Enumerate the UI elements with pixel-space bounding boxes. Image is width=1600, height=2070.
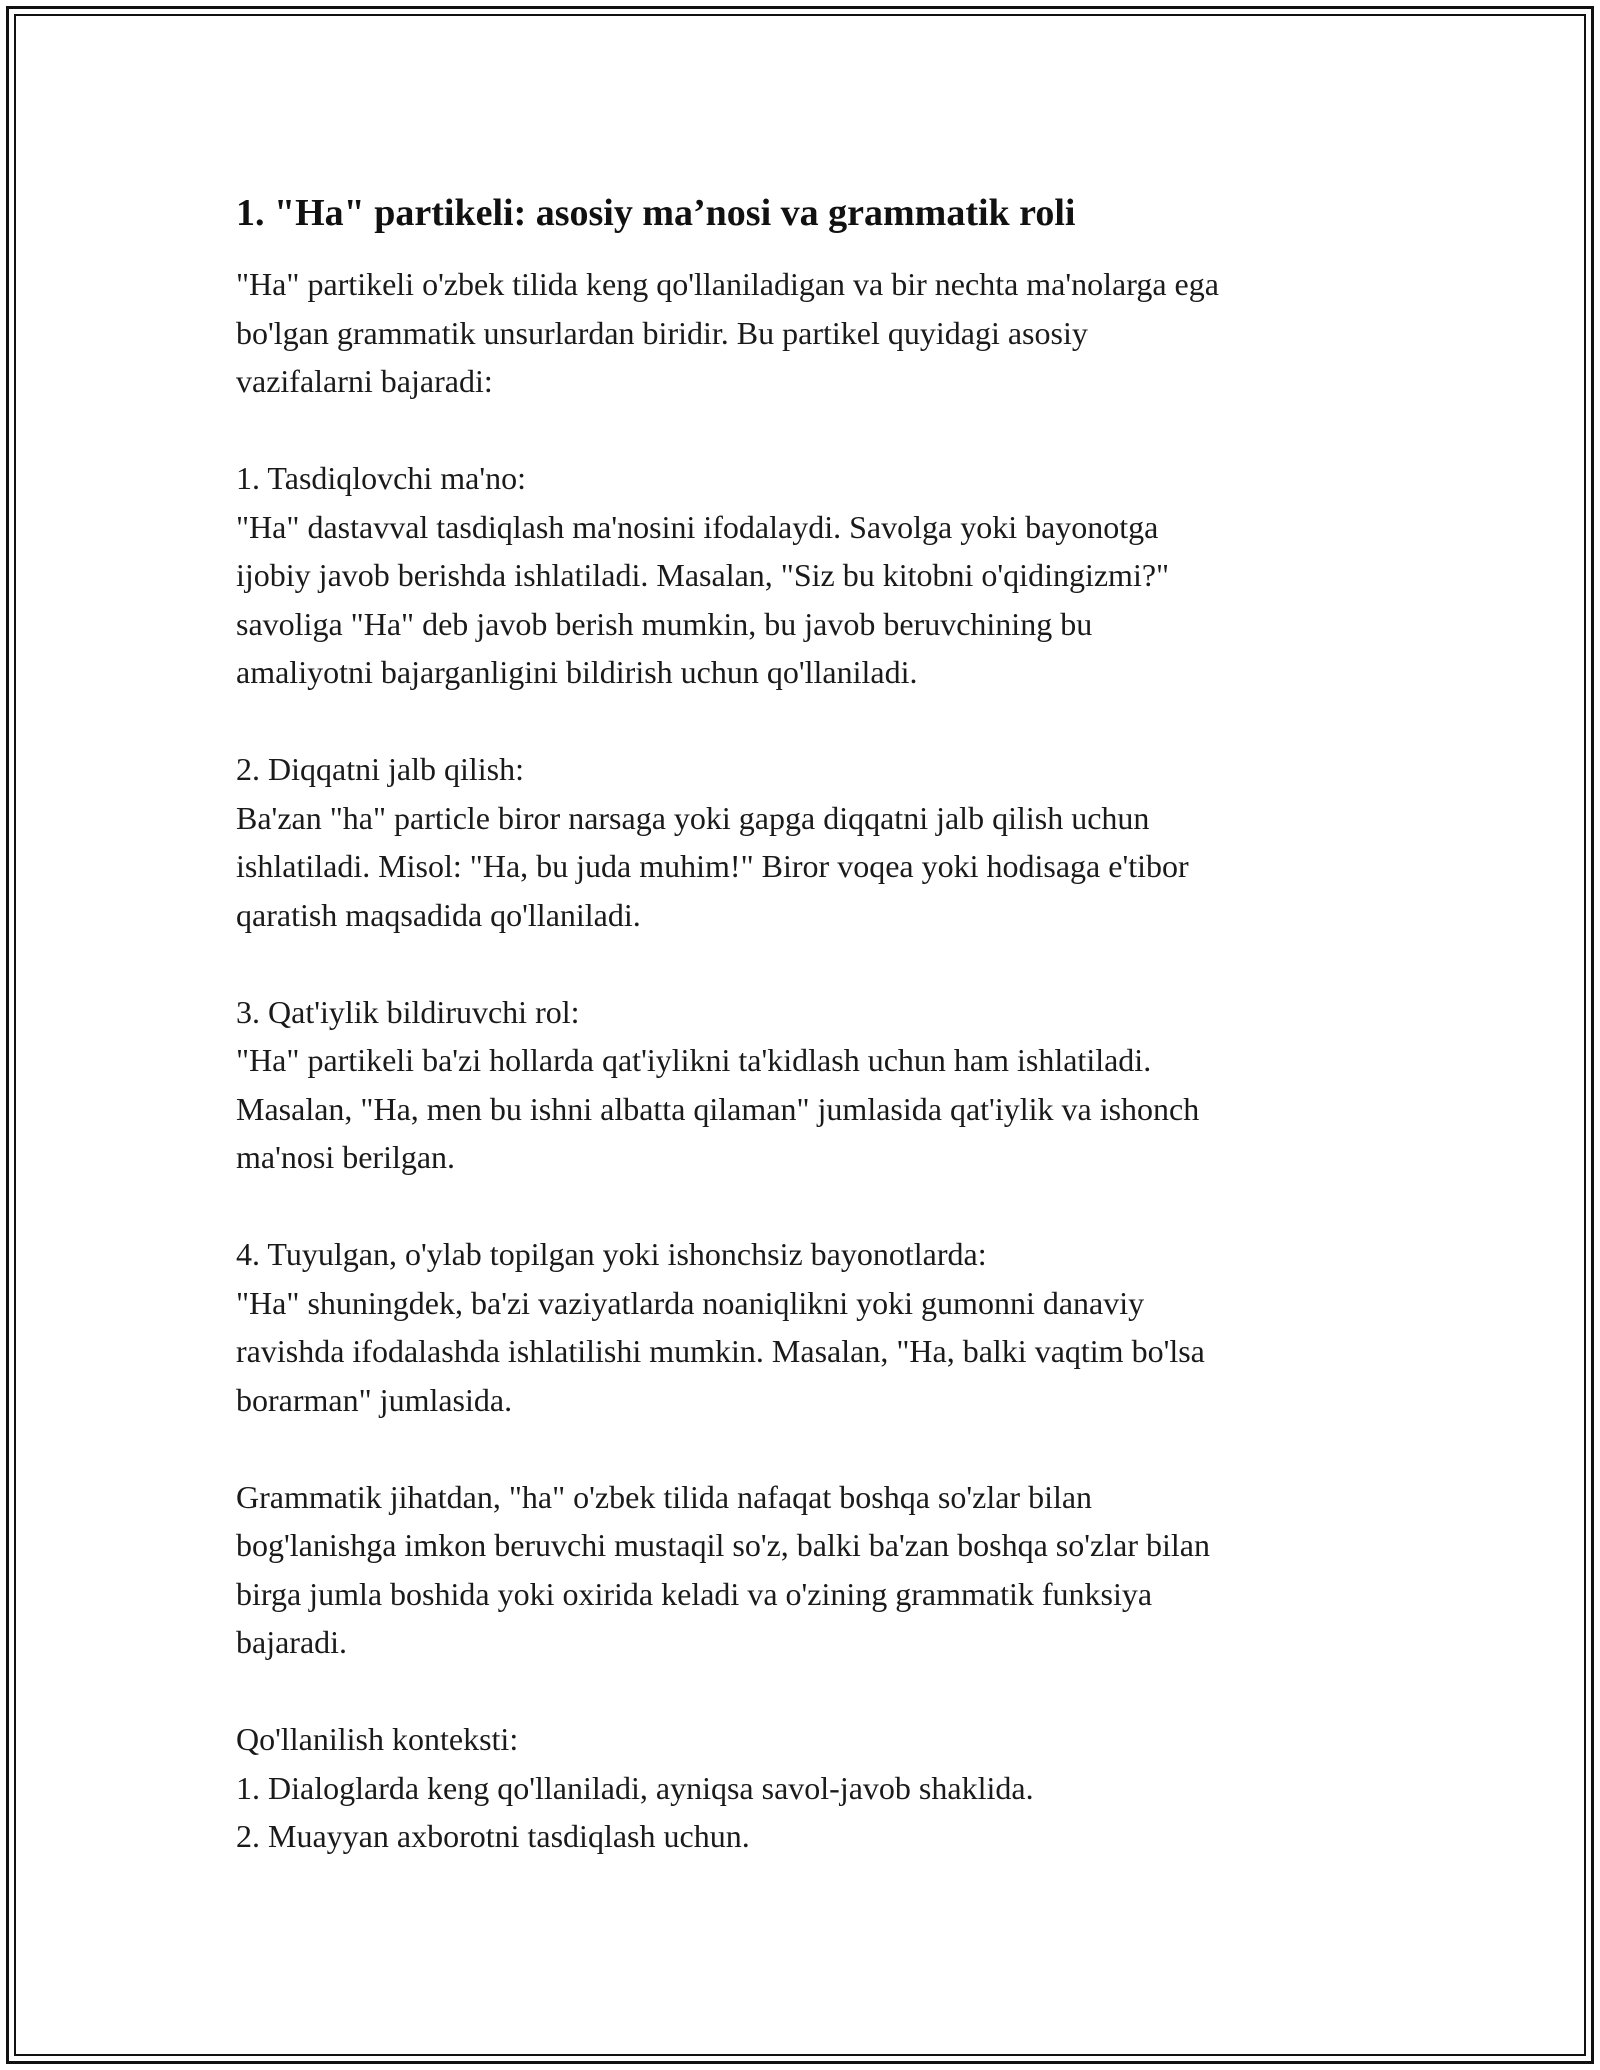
grammar-line: birga jumla boshida yoki oxirida keladi va o'zining grammatik funksiya xyxy=(236,1575,1153,1612)
document-title: 1. "Ha" partikeli: asosiy ma’nosi va grammatik roli xyxy=(236,192,1076,234)
section-uncertain xyxy=(236,1230,1386,1424)
section-line: Masalan, "Ha, men bu ishni albatta qilaman" jumlasida qat'iylik va ishonch xyxy=(236,1090,1200,1127)
section-attention xyxy=(236,745,1386,939)
grammar-paragraph xyxy=(236,1473,1386,1667)
section-affirmative xyxy=(236,454,1386,697)
section-firmness xyxy=(236,988,1386,1182)
section-line: borarman" jumlasida. xyxy=(236,1381,513,1418)
intro-line: vazifalarni bajaradi: xyxy=(236,363,493,399)
intro-paragraph xyxy=(236,260,1386,406)
grammar-line: Grammatik jihatdan, "ha" o'zbek tilida nafaqat boshqa so'zlar bilan xyxy=(236,1478,1093,1515)
section-line: "Ha" shuningdek, ba'zi vaziyatlarda noaniqlikni yoki gumonni danaviy xyxy=(236,1284,1145,1321)
grammar-line: bajaradi. xyxy=(236,1624,348,1660)
document-body xyxy=(236,188,1386,1909)
intro-line: "Ha" partikeli o'zbek tilida keng qo'llaniladigan va bir nechta ma'nolarga ega xyxy=(236,266,1219,302)
section-heading: 3. Qat'iylik bildiruvchi rol: xyxy=(236,993,580,1030)
context-heading: Qo'llanilish konteksti: xyxy=(236,1721,519,1757)
context-item: 1. Dialoglarda keng qo'llaniladi, ayniqsa savol-javob shaklida. xyxy=(236,1769,1034,1806)
section-heading: 4. Tuyulgan, o'ylab topilgan yoki ishonchsiz bayonotlarda: xyxy=(236,1236,987,1272)
grammar-line: bog'lanishga imkon beruvchi mustaqil so'z, balki ba'zan boshqa so'zlar bilan xyxy=(236,1527,1210,1563)
intro-line: bo'lgan grammatik unsurlardan biridir. Bu partikel quyidagi asosiy xyxy=(236,314,1088,351)
section-line: ma'nosi berilgan. xyxy=(236,1139,456,1175)
section-heading: 2. Diqqatni jalb qilish: xyxy=(236,751,524,787)
section-line: ravishda ifodalashda ishlatilishi mumkin. Masalan, "Ha, balki vaqtim bo'lsa xyxy=(236,1333,1205,1369)
section-line: qaratish maqsadida qo'llaniladi. xyxy=(236,896,641,933)
section-line: Ba'zan "ha" particle biror narsaga yoki gapga diqqatni jalb qilish uchun xyxy=(236,799,1150,836)
context-item: 2. Muayyan axborotni tasdiqlash uchun. xyxy=(236,1818,750,1854)
context-section xyxy=(236,1715,1386,1861)
section-line: "Ha" partikeli ba'zi hollarda qat'iylikni ta'kidlash uchun ham ishlatiladi. xyxy=(236,1042,1152,1078)
section-line: savoliga "Ha" deb javob berish mumkin, bu javob beruvchining bu xyxy=(236,605,1093,642)
section-heading: 1. Tasdiqlovchi ma'no: xyxy=(236,460,527,496)
section-line: ishlatiladi. Misol: "Ha, bu juda muhim!" Biror voqea yoki hodisaga e'tibor xyxy=(236,848,1189,884)
section-line: "Ha" dastavval tasdiqlash ma'nosini ifodalaydi. Savolga yoki bayonotga xyxy=(236,508,1159,545)
section-line: amaliyotni bajarganligini bildirish uchun qo'llaniladi. xyxy=(236,654,918,690)
section-line: ijobiy javob berishda ishlatiladi. Masalan, "Siz bu kitobni o'qidingizmi?" xyxy=(236,557,1170,593)
